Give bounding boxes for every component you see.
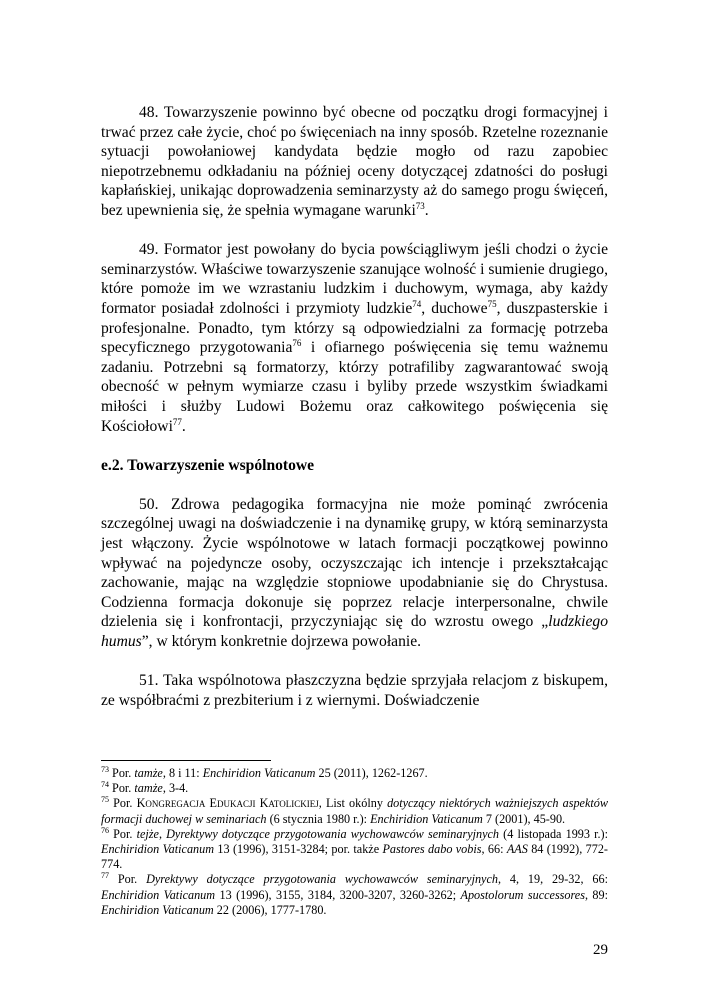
footnote-italic: tamże bbox=[134, 781, 163, 796]
footnotes bbox=[101, 766, 608, 918]
footnote-italic: tamże bbox=[134, 766, 163, 780]
footnote-74 bbox=[101, 781, 608, 796]
footnote-ref-77[interactable]: 77 bbox=[172, 416, 182, 427]
footnote-text: (6 stycznia 1980 r.): bbox=[266, 811, 371, 826]
footnote-75 bbox=[101, 796, 608, 826]
paragraph-49-tail: . bbox=[181, 417, 186, 435]
footnote-italic: Enchiridion Vaticanum bbox=[101, 902, 214, 917]
footnote-text: 13 (1996), 3155, 3184, 3200-3207, 3260-3262; bbox=[215, 887, 461, 902]
footnote-text: 13 (1996), 3151-3284; por. także bbox=[214, 842, 383, 857]
footnote-76 bbox=[101, 827, 608, 873]
footnote-italic: tejże bbox=[136, 826, 159, 841]
paragraph-50-italic: ludzkiego humus bbox=[101, 613, 608, 651]
footnote-separator bbox=[101, 760, 271, 761]
footnote-number: 74 bbox=[101, 780, 109, 790]
footnote-italic: Apostolorum successores bbox=[460, 887, 585, 902]
paragraph-50-tail: ”, w którym konkretnie dojrzewa powołanie. bbox=[141, 633, 422, 651]
page-number: 29 bbox=[593, 942, 608, 958]
footnote-text: , 8 i 11: bbox=[162, 766, 203, 780]
footnote-text: , 3-4. bbox=[162, 781, 189, 796]
footnote-text: 7 (2001), 45-90. bbox=[482, 811, 566, 826]
footnote-text: , 66: bbox=[481, 842, 507, 857]
footnote-text: , List okólny bbox=[318, 796, 388, 811]
main-text bbox=[101, 103, 608, 730]
paragraph-51: 51. Taka wspólnotowa płaszczyzna będzie sprzyjała relacjom z biskupem, ze współbraćmi z prezbiterium i z wiernymi. Doświadczenie bbox=[101, 672, 608, 709]
footnote-italic: Enchiridion Vaticanum bbox=[202, 766, 316, 780]
footnote-italic: AAS bbox=[506, 842, 528, 857]
footnote-text: , 89: bbox=[584, 887, 608, 902]
footnote-text: Por. bbox=[109, 826, 137, 841]
footnote-text: (4 listopada 1993 r.): bbox=[499, 826, 608, 841]
paragraph-49 bbox=[101, 240, 608, 436]
paragraph-49-text-1: 49. Formator jest powołany do bycia powściągliwym jeśli chodzi o życie seminarzystów. Właściwe towarzyszenie szanujące wolność i sumienie drugiego, które pomoże im we wzrastaniu ludzkim i duchowym, wymaga, aby każdy formator posiadał zdolności i przymioty ludzkie bbox=[101, 241, 608, 317]
footnote-ref-74[interactable]: 74 bbox=[412, 298, 422, 309]
footnote-small-caps: Kongregacja Edukacji Katolickiej bbox=[136, 796, 319, 811]
footnote-italic: dotyczący niektórych ważniejszych aspektów formacji duchowej w seminariach bbox=[101, 796, 608, 826]
footnote-text: Por. bbox=[109, 781, 135, 796]
footnote-text: 25 (2011), 1262-1267. bbox=[315, 766, 428, 780]
section-heading: e.2. Towarzyszenie wspólnotowe bbox=[101, 456, 315, 474]
footnote-italic: Enchiridion Vaticanum bbox=[101, 842, 215, 857]
paragraph-50 bbox=[101, 495, 608, 652]
footnote-italic: Dyrektywy dotyczące przygotowania wychowawców seminaryjnych bbox=[146, 872, 498, 887]
footnote-text: 84 (1992), 772-774. bbox=[101, 842, 608, 872]
footnote-italic: Dyrektywy dotyczące przygotowania wychowawców seminaryjnych bbox=[166, 826, 500, 841]
footnote-number: 77 bbox=[101, 871, 109, 881]
paragraph-48-tail: . bbox=[424, 201, 429, 219]
footnote-73 bbox=[101, 766, 608, 781]
paragraph-49-text-3: , duszpasterskie i profesjonalne. Ponadto, tym którzy są odpowiedzialni za formację potrzeba specyficznego przygotowania bbox=[101, 299, 608, 357]
footnote-number: 73 bbox=[101, 764, 109, 774]
footnote-italic: Pastores dabo vobis bbox=[382, 842, 482, 857]
paragraph-48 bbox=[101, 103, 608, 221]
footnote-text: Por. bbox=[109, 872, 147, 887]
footnote-ref-73[interactable]: 73 bbox=[415, 200, 425, 211]
footnote-text: , bbox=[158, 826, 167, 841]
paragraph-50-text: 50. Zdrowa pedagogika formacyjna nie może pominąć zwrócenia szczególnej uwagi na doświadczenie i na dynamikę grupy, w którą seminarzysta jest włączony. Życie wspólnotowe w latach formacji początkowej powinno wpływać na pojedyncze osoby, oczyszczając ich intencje i przekształcając zachowanie, mając na względzie stopniowe upodabnianie się do Chrystusa. Codzienna formacja dokonuje się poprzez relacje interpersonalne, chwile dzielenia się i konfrontacji, przyczyniając się do wzrostu owego „ bbox=[101, 495, 608, 631]
footnote-ref-76[interactable]: 76 bbox=[292, 337, 302, 348]
footnote-italic: Enchiridion Vaticanum bbox=[370, 811, 483, 826]
paragraph-48-text: 48. Towarzyszenie powinno być obecne od początku drogi formacyjnej i trwać przez całe życie, choć po święceniach na inny sposób. Rzetelne rozeznanie sytuacji powołaniowej kandydata będzie mogło od razu zapobiec niepotrzebnemu odkładaniu na później oceny dotyczącej zdatności do posługi kapłańskiej, unikając doprowadzenia seminarzysty aż do samego progu święceń, bez upewnienia się, że spełnia wymagane warunki bbox=[101, 104, 608, 219]
footnote-text: , 4, 19, 29-32, 66: bbox=[497, 872, 608, 887]
footnote-number: 76 bbox=[101, 825, 109, 835]
footnote-number: 75 bbox=[101, 795, 109, 805]
footnote-italic: Enchiridion Vaticanum bbox=[101, 887, 216, 902]
footnote-ref-75[interactable]: 75 bbox=[487, 298, 497, 309]
footnote-77 bbox=[101, 872, 608, 918]
footnote-text: 22 (2006), 1777-1780. bbox=[213, 902, 327, 917]
paragraph-49-text-2: , duchowe bbox=[421, 299, 488, 317]
footnote-text: Por. bbox=[109, 796, 137, 811]
paragraph-49-text-4: i ofiarnego poświęcenia się temu ważnemu zadaniu. Potrzebni są formatorzy, którzy potrafiliby zagwarantować swoją obecność w pełnym wymiarze czasu i byliby przede wszystkim świadkami miłości i służby Ludowi Bożemu oraz całkowitego poświęcenia się Kościołowi bbox=[101, 339, 608, 435]
footnote-text: Por. bbox=[109, 766, 135, 780]
